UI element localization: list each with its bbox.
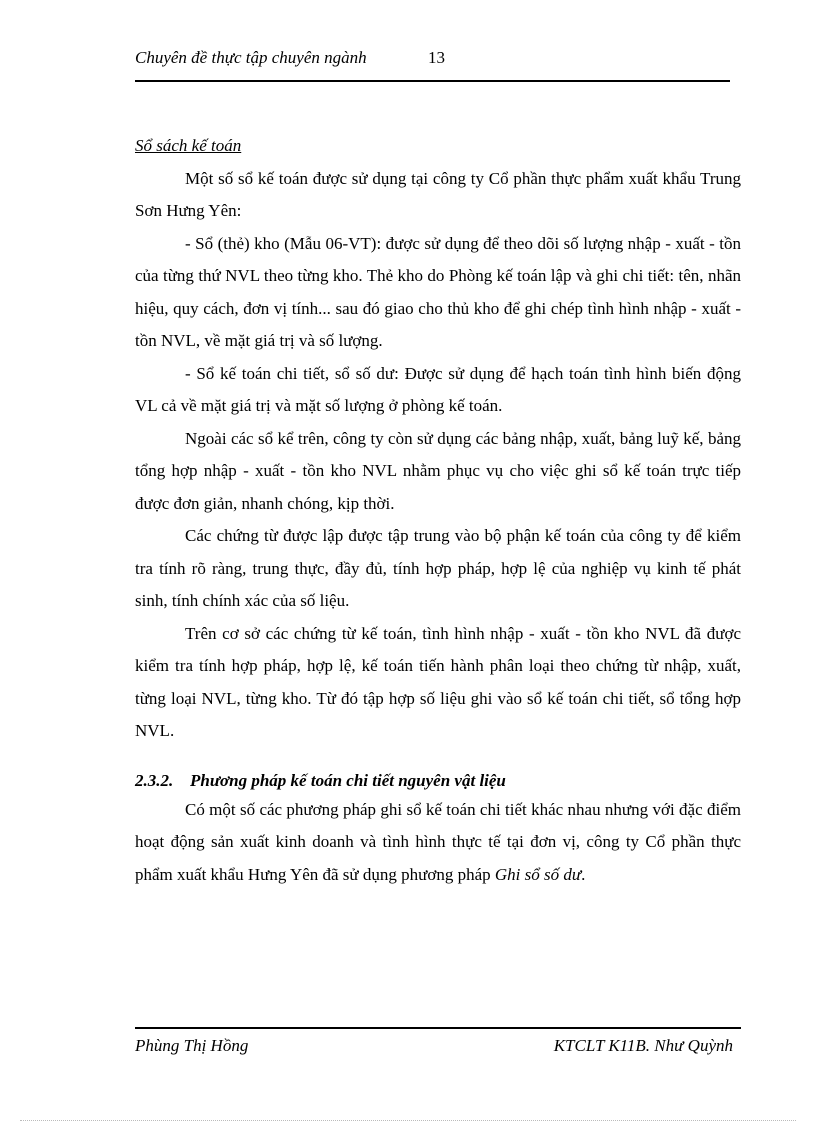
subsection-number: 2.3.2. [135, 770, 174, 790]
subsection-title: Phương pháp kế toán chi tiết nguyên vật liệu [190, 770, 506, 790]
page-edge-dotted-line [20, 1120, 796, 1121]
footer-class-info: KTCLT K11B. Như Quỳnh [553, 1036, 733, 1055]
method-emphasis: Ghi sổ số dư [494, 864, 582, 884]
paragraph: Các chứng từ được lập được tập trung vào bộ phận kế toán của công ty để kiểm tra tính rõ ràng, trung thực, đầy đủ, tính hợp pháp, hợp lệ của nghiệp vụ kinh tế phát sinh, tính chính xác của số liệu. [135, 526, 741, 610]
subsection-end: . [581, 864, 586, 884]
header-divider [135, 80, 730, 82]
footer-divider [135, 1027, 741, 1029]
subsection-text: Có một số các phương pháp ghi sổ kế toán chi tiết khác nhau nhưng với đặc điểm hoạt động sản xuất kinh doanh và tình hình thực tế tại đơn vị, công ty Cổ phần thực phẩm xuất khẩu Hưng Yên đã sử dụng phương pháp [135, 799, 741, 884]
section-intro: Một số sổ kế toán được sử dụng tại công ty Cổ phần thực phẩm xuất khẩu Trung Sơn Hưng Yên: [135, 168, 741, 220]
paragraph: Trên cơ sở các chứng từ kế toán, tình hình nhập - xuất - tồn kho NVL đã được kiểm tra tính hợp pháp, hợp lệ, kế toán tiến hành phân loại theo chứng từ nhập, xuất, từng loại NVL, từng kho. Từ đó tập hợp số liệu ghi vào sổ kế toán chi tiết, sổ tổng hợp NVL. [135, 623, 741, 740]
subsection-heading [135, 768, 741, 794]
page-number: 13 [428, 48, 445, 67]
section-title: Sổ sách kế toán [135, 136, 242, 155]
bullet-item: - Sổ (thẻ) kho (Mẫu 06-VT): được sử dụng để theo dõi số lượng nhập - xuất - tồn của từng thứ NVL theo từng kho. Thẻ kho do Phòng kế toán lập và ghi chi tiết: tên, nhãn hiệu, quy cách, đơn vị tính... sau đó giao cho thủ kho để ghi chép tình hình nhập - xuất - tồn NVL, về mặt giá trị và số lượng. [135, 233, 741, 350]
page-header [135, 48, 730, 70]
paragraph: Ngoài các sổ kể trên, công ty còn sử dụng các bảng nhập, xuất, bảng luỹ kế, bảng tổng hợp nhập - xuất - tồn kho NVL nhằm phục vụ cho việc ghi sổ kế toán trực tiếp được đơn giản, nhanh chóng, kịp thời. [135, 428, 741, 513]
document-body [135, 130, 741, 891]
footer-author: Phùng Thị Hồng [135, 1036, 249, 1055]
page-footer [135, 1036, 733, 1060]
bullet-item: - Sổ kế toán chi tiết, sổ số dư: Được sử dụng để hạch toán tình hình biến động VL cả về mặt giá trị và mặt số lượng ở phòng kế toán. [135, 363, 741, 415]
header-title: Chuyên đề thực tập chuyên ngành [135, 48, 367, 67]
subsection-paragraph [135, 794, 741, 892]
